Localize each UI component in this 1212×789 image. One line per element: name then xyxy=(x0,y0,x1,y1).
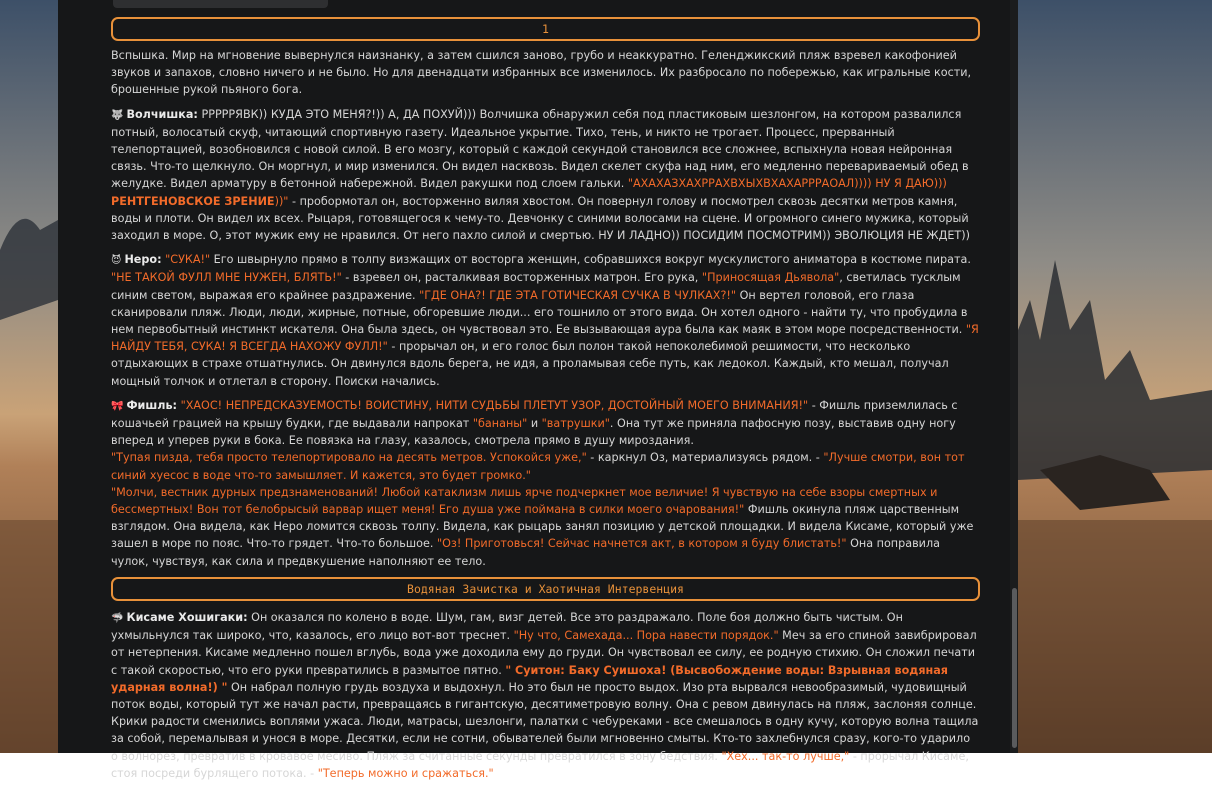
wolf-icon: 🐺 xyxy=(111,109,124,121)
kisame-text-3: Он набрал полную грудь воздуха и выдохнул. Но это был не просто выдох. Изо рта вырвался невообразимый, чудовищный поток воды, который тут же начал расти, превращаясь в гигантскую, десятиметровую волну. Она с ревом двинулась на пляж, заслоняя солнце. Крики радости сменились воплями ужаса. Люди, матрасы, шезлонги, палатки с чебуреками - все смешалось в одну кучу, которую волна тащила за собой, перемалывая и унося в море. Десятки, если не сотни, обывателей были мгновенно смыты. Кто-то захлебнулся сразу, кого-то ударило о волнорез, превратив в кровавое месиво. Пляж за считанные секунды превратился в зону бедствия. xyxy=(111,680,979,763)
nero-quote-4: "ГДЕ ОНА?! ГДЕ ЭТА ГОТИЧЕСКАЯ СУЧКА В ЧУЛКАХ?!" xyxy=(419,288,737,302)
fishl-text-4: - каркнул Оз, материализуясь рядом. - xyxy=(586,451,824,465)
shark-icon: 🦈 xyxy=(111,612,124,624)
fishl-quote-4: "Тупая пизда, тебя просто телепортировало на десять метров. Успокойся уже," xyxy=(111,451,587,465)
nero-text-5: - прорычал он, и его голос был полон такой непоколебимой решимости, что несколько отдыхающих в страхе отшатнулись. Он двинулся вдоль берега, не идя, а проламывая себе путь, как ледокол. Каждый, кто мешал, получал мощный толчок и отлетал в сторону. Поиски начались. xyxy=(111,340,949,388)
kisame-name: Кисаме Хошигаки: xyxy=(126,610,248,624)
nero-name: Неро: xyxy=(124,253,162,267)
section-header-2: Водяная Зачистка и Хаотичная Интервенция xyxy=(111,577,980,601)
wolf-quote-1: "АХАХАЗХАХРРАХВХЫХВХАХАРРРАОАЛ)))) НУ Я ДАЮ))) xyxy=(627,177,947,191)
fishl-quote-6: "Молчи, вестник дурных предзнаменований! Любой катаклизм лишь ярче подчеркнет мое величие! Я чувствую на себе взоры смертных и бессмертных! Вон тот белобрысый варвар ищет меня! Его душа уже поймана в силки моего очарования!" xyxy=(111,485,938,517)
kisame-text-2: Меч за его спиной завибрировал от нетерпения. Кисаме медленно пошел вглубь, вода уже доходила ему до груди. Он чувствовал ее силу, ее родную стихию. Он сложил печати с такой скоростью, что его руки превратились в размытое пятно. xyxy=(111,629,977,677)
kisame-quote-2: " Суитон: Баку Суишоха! (Высвобождение воды: Взрывная водяная ударная волна!) " xyxy=(111,663,948,694)
scrollbar-thumb[interactable] xyxy=(1012,588,1017,748)
kisame-quote-4: "Теперь можно и сражаться." xyxy=(317,766,494,780)
wolf-text-1: РРРРРЯВК)) КУДА ЭТО МЕНЯ?!)) А, ДА ПОХУЙ))) Волчишка обнаружил себя под пластиковым шезлонгом, на котором развалился потный, волосатый скуф, читающий спортивную газету. Идеальное укрытие. Тихо, тень, и никто не трогает. Процесс, прерванный телепортацией, возобновился с новой силой. В его мозгу, который с каждой секундой становился все сложнее, вспыхнула новая нейронная связь. Что-то щелкнуло. Он моргнул, и мир изменился. Он видел насквозь. Видел скелет скуфа над ним, его медленно перевариваемый обед в желудке. Видел арматуру в бетонной набережной. Видел ракушки под слоем гальки. xyxy=(111,107,969,191)
fishl-text-7: Она поправила чулок, чувствуя, как сила и предвкушение наполняют ее тело. xyxy=(111,537,940,568)
nero-quote-5: "Я НАЙДУ ТЕБЯ, СУКА! Я ВСЕГДА НАХОЖУ ФУЛЛ!" xyxy=(111,323,979,354)
story-content xyxy=(111,0,980,789)
nero-text-3: , светилась тусклым синим светом, выражая его крайнее раздражение. xyxy=(111,271,961,302)
section-header-1: 1 xyxy=(111,17,980,41)
kisame-paragraph xyxy=(111,609,980,782)
kisame-text-4: - прорычал Кисаме, стоя посреди бурлящего потока. - xyxy=(111,749,969,780)
kisame-quote-1: "Ну что, Самехада... Пора навести порядок." xyxy=(513,629,779,643)
wolf-paragraph xyxy=(111,106,980,245)
fishl-quote-5: "Лучше смотри, вон тот синий хуесос в воде что-то замышляет. И кажется, это будет громко." xyxy=(111,451,965,482)
wolf-quote-end: ))" xyxy=(274,194,289,208)
wolf-text-2: - пробормотал он, восторженно виляя хвостом. Он повернул голову и посмотрел сквозь десятки метров камня, воды и плоти. Он видел их всех. Рыцаря, готовящегося к чему-то. Девчонку с синими волосами на сцене. И огромного синего мужика, который заходил в море. О, этот мужик ему не нравился. От него пахло силой и смертью. НУ И ЛАДНО)) ПОСИДИМ ПОСМОТРИМ)) ЭВОЛЮЦИЯ НЕ ЖДЕТ)) xyxy=(111,194,970,243)
nero-quote-1: "СУКА!" xyxy=(161,253,211,267)
nero-text-1: Его швырнуло прямо в толпу визжащих от восторга женщин, собравшихся вокруг мускулистого аниматора в костюме пирата. xyxy=(210,253,971,267)
fishl-text-1: - Фишль приземлилась с кошачьей грацией на крышу будки, где выдавали напрокат xyxy=(111,398,958,431)
fishl-quote-2: "бананы" xyxy=(472,417,528,431)
fishl-quote-1: "ХАОС! НЕПРЕДСКАЗУЕМОСТЬ! ВОИСТИНУ, НИТИ СУДЬБЫ ПЛЕТУТ УЗОР, ДОСТОЙНЫЙ МОЕГО ВНИМАНИЯ!" xyxy=(177,398,809,412)
fishl-text-2: и xyxy=(527,417,542,431)
fishl-paragraph xyxy=(111,397,980,570)
nero-text-4: Он вертел головой, его глаза сканировали пляж. Люди, люди, жирные, потные, обгоревшие люди... его тошнило от этого вида. Он хотел одного - найти ту, что пробудила в нем первобытный инстинкт искателя. Она была здесь, он чувствовал это. Ее вызывающая аура была как маяк в этом море посредственности. xyxy=(111,288,968,337)
devil-icon: 😈 xyxy=(111,255,122,267)
nero-paragraph xyxy=(111,251,980,390)
nero-text-2: - взревел он, расталкивая восторженных матрон. Его рука, xyxy=(341,271,702,285)
nero-quote-3: "Приносящая Дьявола" xyxy=(701,271,840,285)
fishl-name: Фишль: xyxy=(126,398,178,412)
fishl-quote-3: "ватрушки" xyxy=(541,417,610,431)
bow-icon: 🎀 xyxy=(111,400,124,412)
fishl-text-6: Фишль окинула пляж царственным взглядом. Она видела, как Неро ломится сквозь толпу. Видела, как рыцарь занял позицию у детской площадки. И видела Кисаме, который уже зашел в море по пояс. Что-то грядет. Что-то большое. xyxy=(111,503,974,551)
kisame-text-1: Он оказался по колено в воде. Шум, гам, визг детей. Все это раздражало. Поле боя должно быть чистым. Он ухмыльнулся так широко, что, казалось, его лицо вот-вот треснет. xyxy=(111,610,903,643)
intro-paragraph: Вспышка. Мир на мгновение вывернулся наизнанку, а затем сшился заново, грубо и неаккуратно. Геленджикский пляж взревел какофонией звуков и запахов, словно ничего и не было. Но для двенадцати избранных все изменилось. Их разбросало по побережью, как игральные кости, брошенные рукой пьяного бога. xyxy=(111,49,972,97)
fishl-quote-7: "Оз! Приготовься! Сейчас начнется акт, в котором я буду блистать!" xyxy=(436,537,847,551)
fishl-text-3: . Она тут же приняла пафосную позу, выставив одну ногу вперед и уперев руки в бока. Ее повязка на глазу, казалось, смотрела прямо в душу мироздания. xyxy=(111,417,956,448)
kisame-quote-3: "Хех... так-то лучше," xyxy=(721,749,850,763)
wolf-name: Волчишка: xyxy=(126,107,198,121)
nero-quote-2: "НЕ ТАКОЙ ФУЛЛ МНЕ НУЖЕН, БЛЯТЬ!" xyxy=(111,271,342,285)
wolf-quote-bold: РЕНТГЕНОВСКОЕ ЗРЕНИЕ xyxy=(111,194,275,208)
